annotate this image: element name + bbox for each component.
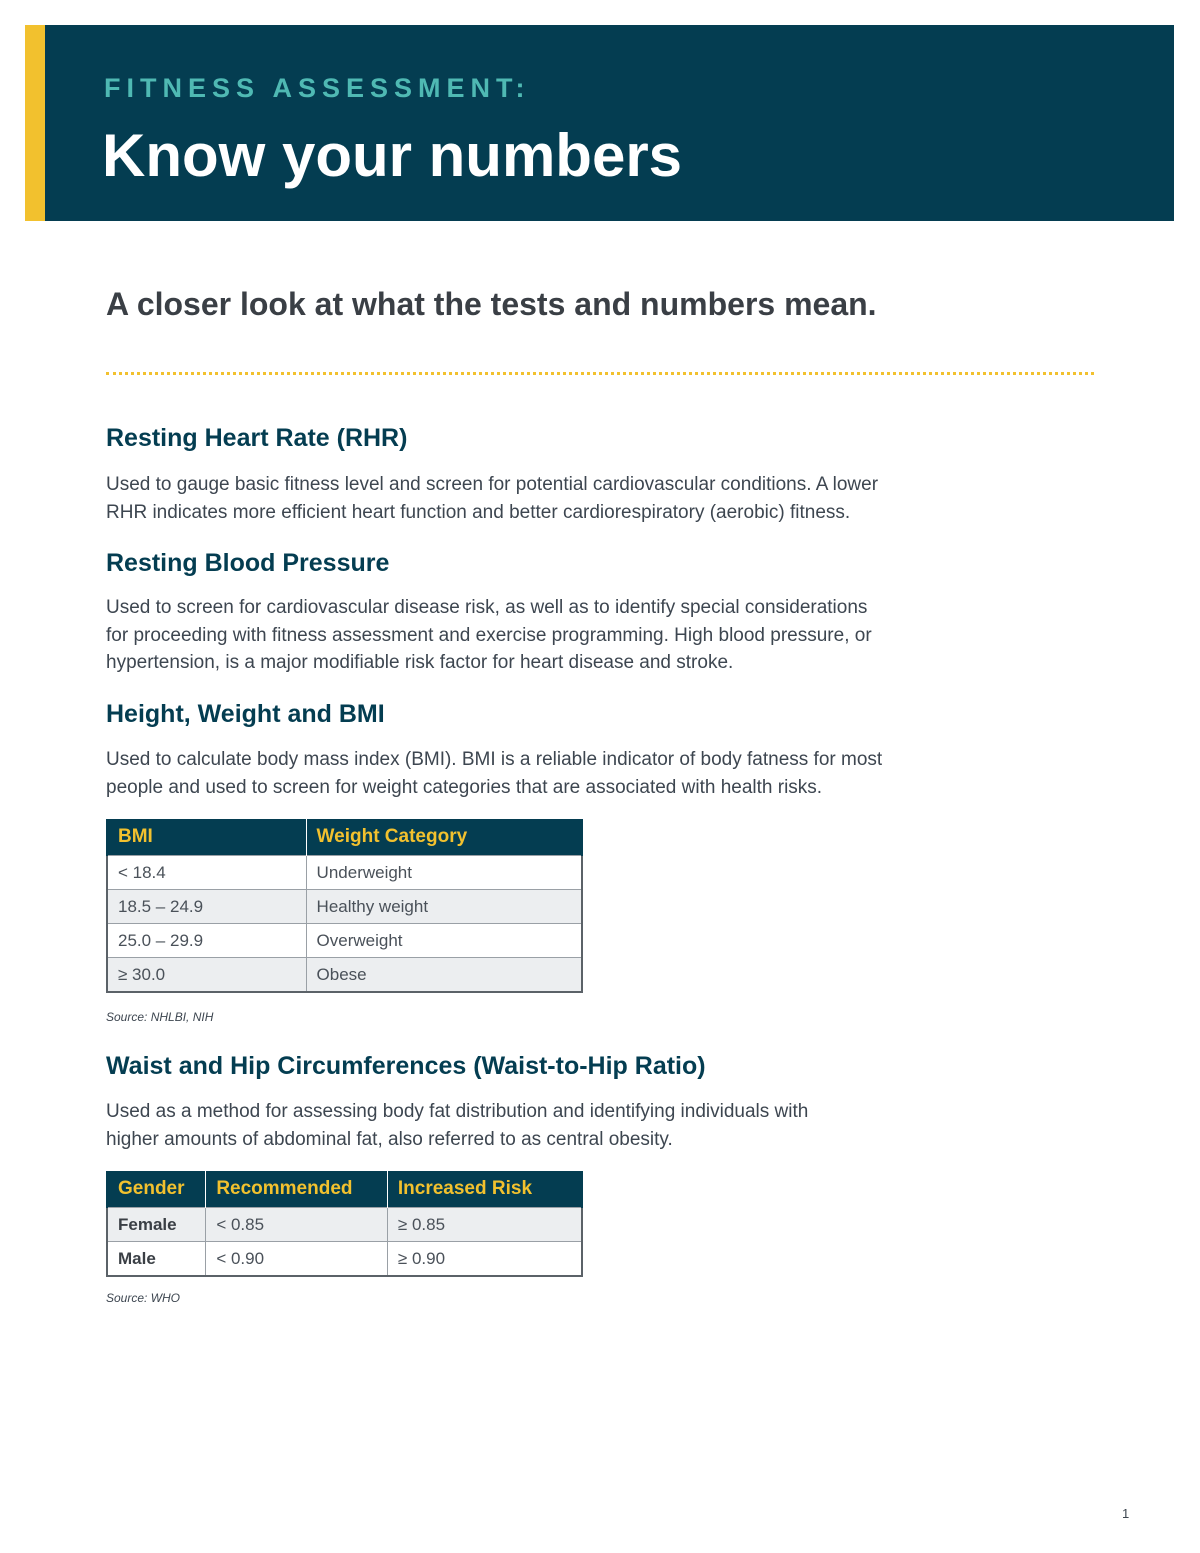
table-cell: Obese: [306, 958, 582, 993]
whr-line: Used as a method for assessing body fat distribution and identifying individuals with: [106, 1101, 809, 1122]
bmi-source: Source: NHLBI, NIH: [106, 1010, 214, 1024]
table-header-row: [107, 1171, 582, 1208]
rhr-line: RHR indicates more efficient heart function and better cardiorespiratory (aerobic) fitness.: [106, 501, 851, 523]
table-header-cell: Increased Risk: [387, 1171, 582, 1208]
table-cell: < 0.85: [206, 1208, 388, 1242]
table-header-row: [107, 819, 582, 856]
table-cell: ≥ 0.85: [387, 1208, 582, 1242]
whr-heading: Waist and Hip Circumferences (Waist-to-Hip Ratio): [106, 1052, 706, 1080]
page-number: 1: [1122, 1506, 1130, 1521]
table-cell: Female: [107, 1208, 206, 1242]
page-subtitle: A closer look at what the tests and numbers mean.: [106, 286, 877, 322]
table-cell: Overweight: [306, 924, 582, 958]
table-header-cell: Recommended: [206, 1171, 388, 1208]
bp-line: for proceeding with fitness assessment and exercise programming. High blood pressure, or: [106, 624, 872, 646]
table-cell: ≥ 30.0: [107, 958, 306, 993]
bp-heading: Resting Blood Pressure: [106, 549, 390, 577]
bmi-description: [106, 746, 1026, 801]
banner-accent-bar: [25, 25, 45, 221]
table-cell: < 0.90: [206, 1242, 388, 1277]
bmi-line: people and used to screen for weight categories that are associated with health risks.: [106, 776, 823, 798]
table-cell: Healthy weight: [306, 890, 582, 924]
table-row: [107, 1242, 582, 1277]
dotted-divider: [106, 372, 1094, 375]
header-eyebrow: FITNESS ASSESSMENT:: [104, 73, 531, 103]
bp-line: Used to screen for cardiovascular disease risk, as well as to identify special considerations: [106, 597, 868, 618]
rhr-heading: Resting Heart Rate (RHR): [106, 424, 408, 452]
whr-line: higher amounts of abdominal fat, also referred to as central obesity.: [106, 1128, 673, 1150]
whr-description: [106, 1098, 1026, 1153]
table-cell: 18.5 – 24.9: [107, 890, 306, 924]
table-row: [107, 958, 582, 993]
rhr-description: [106, 471, 1026, 526]
table-header-cell: BMI: [107, 819, 306, 856]
bp-description: [106, 594, 1026, 677]
table-row: [107, 890, 582, 924]
table-cell: < 18.4: [107, 856, 306, 890]
bp-line: hypertension, is a major modifiable risk factor for heart disease and stroke.: [106, 652, 734, 673]
whr-source: Source: WHO: [106, 1291, 181, 1305]
page-title: Know your numbers: [102, 122, 683, 189]
bmi-table: [106, 819, 583, 993]
table-cell: Underweight: [306, 856, 582, 890]
header-banner: [25, 25, 1174, 221]
bmi-line: Used to calculate body mass index (BMI). BMI is a reliable indicator of body fatness for most: [106, 749, 883, 770]
table-row: [107, 1208, 582, 1242]
rhr-line: Used to gauge basic fitness level and screen for potential cardiovascular conditions. A lower: [106, 474, 879, 495]
table-header-cell: Gender: [107, 1171, 206, 1208]
table-cell: ≥ 0.90: [387, 1242, 582, 1277]
table-cell: Male: [107, 1242, 206, 1277]
bmi-heading: Height, Weight and BMI: [106, 700, 385, 728]
table-row: [107, 924, 582, 958]
table-row: [107, 856, 582, 890]
table-header-cell: Weight Category: [306, 819, 582, 856]
whr-table: [106, 1171, 583, 1277]
table-cell: 25.0 – 29.9: [107, 924, 306, 958]
